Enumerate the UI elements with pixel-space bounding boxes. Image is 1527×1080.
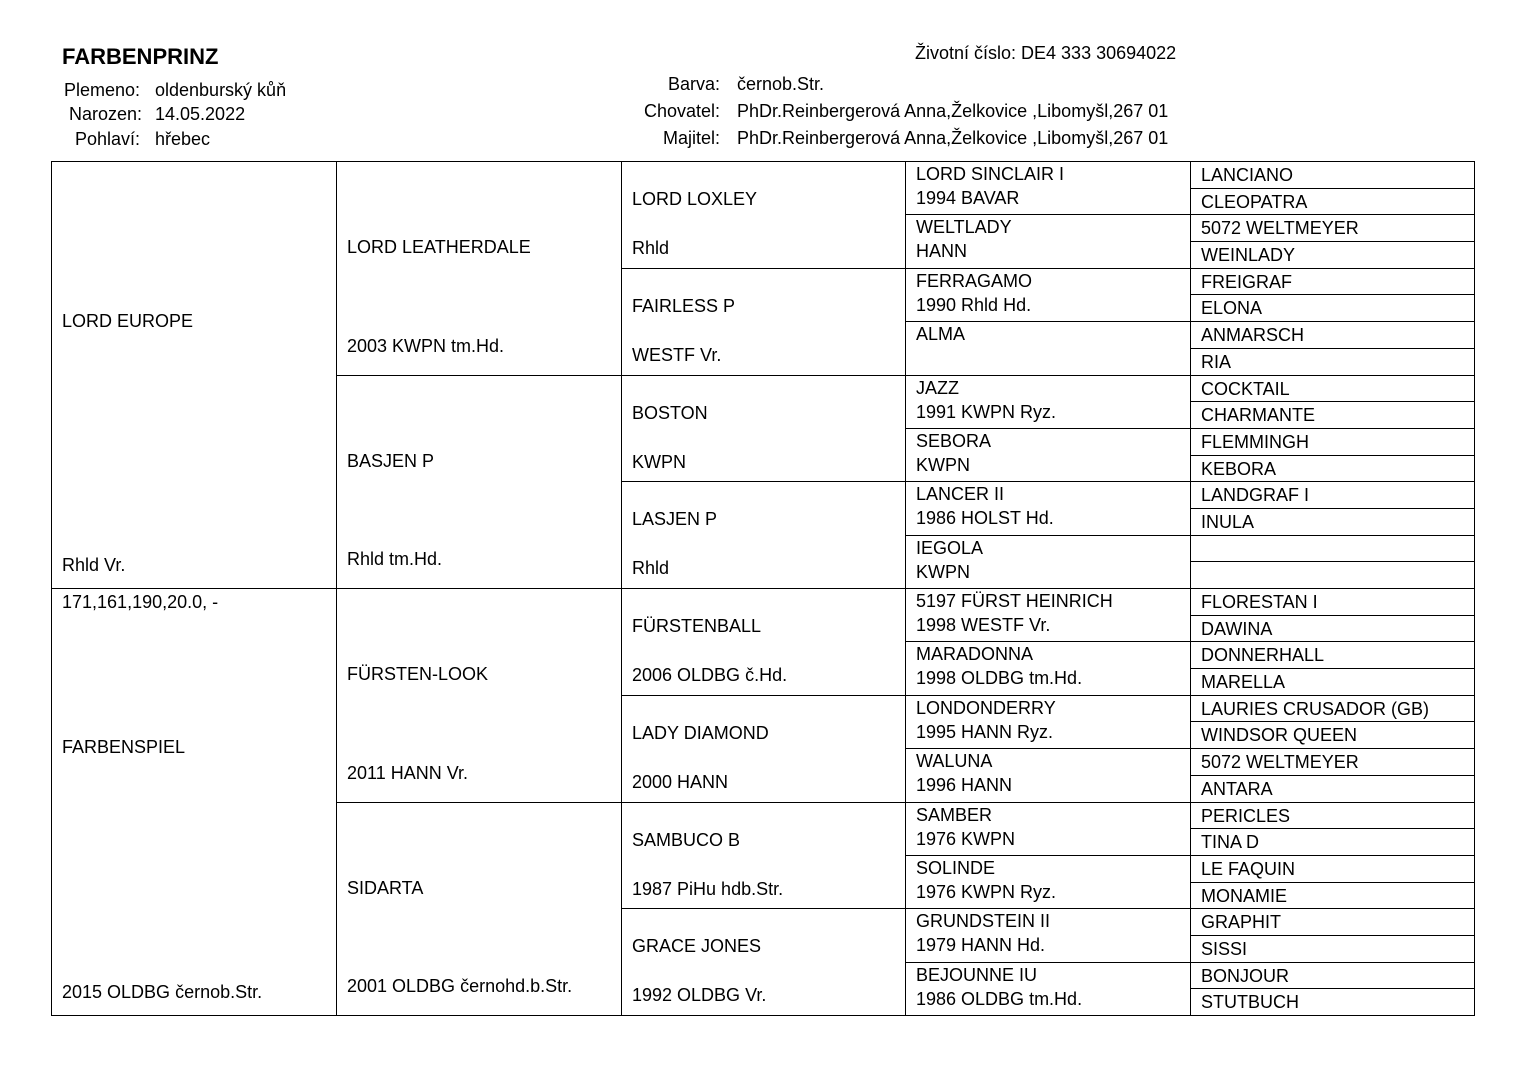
gen5-cell bbox=[1191, 536, 1475, 563]
gen4-cell bbox=[906, 909, 1191, 962]
gen2-info: 2011 HANN Vr. bbox=[347, 762, 469, 783]
gen4-name: LONDONDERRY bbox=[916, 697, 1056, 718]
color-label: Barva: bbox=[667, 74, 720, 94]
gen5-cell bbox=[1191, 349, 1475, 376]
gen3-name: SAMBUCO B bbox=[632, 829, 741, 850]
gen3-info: 1987 PiHu hdb.Str. bbox=[632, 878, 784, 899]
gen5-name: BONJOUR bbox=[1201, 965, 1290, 986]
gen5-name: STUTBUCH bbox=[1201, 992, 1299, 1013]
gen4-name: SEBORA bbox=[916, 430, 992, 451]
gen5-name: PERICLES bbox=[1201, 805, 1291, 826]
gen4-cell bbox=[906, 376, 1191, 429]
gen5-cell bbox=[1191, 589, 1475, 616]
gen2-cell bbox=[337, 162, 622, 376]
gen5-name: WEINLADY bbox=[1201, 245, 1296, 266]
gen3-cell bbox=[622, 909, 906, 1016]
gen5-cell bbox=[1191, 829, 1475, 856]
gen2-name: SIDARTA bbox=[347, 877, 424, 898]
gen1-info: Rhld Vr. bbox=[62, 555, 126, 575]
gen5-cell bbox=[1191, 856, 1475, 883]
sex-label: Pohlaví: bbox=[74, 129, 140, 149]
gen3-cell bbox=[622, 482, 906, 589]
gen5-cell bbox=[1191, 562, 1475, 589]
gen5-cell bbox=[1191, 749, 1475, 776]
gen3-name: FÜRSTENBALL bbox=[632, 616, 762, 636]
gen1-name: FARBENSPIEL bbox=[62, 737, 186, 757]
gen4-name: IEGOLA bbox=[916, 537, 984, 558]
gen4-cell bbox=[906, 322, 1191, 375]
gen5-cell bbox=[1191, 215, 1475, 242]
gen5-name: FREIGRAF bbox=[1201, 271, 1293, 292]
gen4-info: 1990 Rhld Hd. bbox=[916, 294, 1032, 315]
breed-value: oldenburský kůň bbox=[155, 80, 287, 100]
gen5-cell bbox=[1191, 456, 1475, 483]
gen5-name: 5072 WELTMEYER bbox=[1201, 752, 1359, 773]
gen5-name: ELONA bbox=[1201, 298, 1263, 319]
gen2-info: 2001 OLDBG černohd.b.Str. bbox=[347, 976, 573, 996]
gen4-name: WELTLADY bbox=[916, 217, 1012, 238]
gen5-name: MARELLA bbox=[1201, 672, 1286, 693]
gen2-name: LORD LEATHERDALE bbox=[347, 237, 531, 257]
gen3-info: Rhld bbox=[632, 238, 670, 258]
gen4-info: 1994 BAVAR bbox=[916, 188, 1020, 208]
gen1-cell bbox=[52, 589, 337, 1016]
owner-value: PhDr.Reinbergerová Anna,Želkovice ,Libomyšl,267 01 bbox=[737, 128, 1169, 148]
breeder-label: Chovatel: bbox=[643, 101, 720, 121]
breeder-value: PhDr.Reinbergerová Anna,Želkovice ,Libomyšl,267 01 bbox=[737, 101, 1169, 121]
gen5-cell bbox=[1191, 376, 1475, 403]
gen5-name: FLORESTAN I bbox=[1201, 592, 1318, 612]
gen4-info: 1995 HANN Ryz. bbox=[916, 721, 1054, 742]
gen3-info: KWPN bbox=[632, 451, 686, 472]
gen3-info: 1992 OLDBG Vr. bbox=[632, 985, 767, 1006]
gen5-name: DAWINA bbox=[1201, 618, 1273, 639]
gen3-name: GRACE JONES bbox=[632, 936, 762, 957]
gen4-name: WALUNA bbox=[916, 751, 993, 772]
gen4-info: 1986 HOLST Hd. bbox=[916, 508, 1054, 529]
gen5-cell bbox=[1191, 883, 1475, 910]
gen3-cell bbox=[622, 162, 906, 269]
gen5-cell bbox=[1191, 936, 1475, 963]
gen5-cell bbox=[1191, 696, 1475, 723]
gen4-info: 1976 KWPN Ryz. bbox=[916, 881, 1057, 902]
gen2-name: FÜRSTEN-LOOK bbox=[347, 664, 489, 684]
gen5-name: SISSI bbox=[1201, 938, 1248, 959]
gen3-info: WESTF Vr. bbox=[632, 344, 722, 365]
gen5-name: RIA bbox=[1201, 351, 1232, 372]
gen5-cell bbox=[1191, 722, 1475, 749]
gen5-cell bbox=[1191, 429, 1475, 456]
gen5-cell bbox=[1191, 402, 1475, 429]
birth-label: Narozen: bbox=[68, 104, 142, 124]
gen4-info: 1998 WESTF Vr. bbox=[916, 615, 1051, 635]
gen4-cell bbox=[906, 963, 1191, 1016]
gen4-cell bbox=[906, 162, 1191, 215]
gen5-cell bbox=[1191, 482, 1475, 509]
gen5-name: INULA bbox=[1201, 511, 1255, 532]
gen5-name: ANMARSCH bbox=[1201, 325, 1305, 346]
gen4-name: MARADONNA bbox=[916, 644, 1034, 665]
gen4-name: 5197 FÜRST HEINRICH bbox=[916, 591, 1113, 611]
gen4-name: BEJOUNNE IU bbox=[916, 964, 1038, 985]
breed-label: Plemeno: bbox=[63, 80, 140, 100]
gen4-cell bbox=[906, 269, 1191, 322]
gen3-info: 2000 HANN bbox=[632, 771, 729, 792]
gen5-name: GRAPHIT bbox=[1201, 912, 1282, 933]
horse-name: FARBENPRINZ bbox=[62, 44, 219, 69]
gen3-cell bbox=[622, 269, 906, 376]
gen5-name: COCKTAIL bbox=[1201, 378, 1290, 399]
gen4-name: LORD SINCLAIR I bbox=[916, 164, 1065, 184]
sex-value: hřebec bbox=[155, 129, 211, 149]
gen3-name: LASJEN P bbox=[632, 509, 718, 530]
gen3-cell bbox=[622, 696, 906, 803]
gen2-name: BASJEN P bbox=[347, 450, 435, 471]
gen4-cell bbox=[906, 536, 1191, 589]
gen3-info: Rhld bbox=[632, 558, 670, 579]
gen3-cell bbox=[622, 376, 906, 483]
gen4-cell bbox=[906, 856, 1191, 909]
gen5-name: FLEMMINGH bbox=[1201, 431, 1309, 452]
gen3-cell bbox=[622, 803, 906, 910]
gen4-cell bbox=[906, 696, 1191, 749]
gen4-cell bbox=[906, 482, 1191, 535]
gen5-name: MONAMIE bbox=[1201, 885, 1288, 906]
gen5-cell bbox=[1191, 909, 1475, 936]
gen4-info: KWPN bbox=[916, 561, 970, 582]
gen2-cell bbox=[337, 376, 622, 590]
gen3-name: BOSTON bbox=[632, 402, 708, 423]
gen4-info: 1996 HANN bbox=[916, 775, 1013, 796]
gen4-name: ALMA bbox=[916, 324, 966, 345]
pedigree-table bbox=[51, 161, 1475, 1016]
gen4-cell bbox=[906, 589, 1191, 642]
gen5-name: LANCIANO bbox=[1201, 165, 1294, 185]
gen5-cell bbox=[1191, 616, 1475, 643]
gen4-cell bbox=[906, 429, 1191, 482]
gen5-cell bbox=[1191, 642, 1475, 669]
gen5-cell bbox=[1191, 989, 1475, 1016]
gen4-info: HANN bbox=[916, 241, 968, 262]
gen4-cell bbox=[906, 215, 1191, 268]
gen5-cell bbox=[1191, 509, 1475, 536]
gen4-info: 1976 KWPN bbox=[916, 828, 1016, 849]
gen2-cell bbox=[337, 803, 622, 1017]
gen3-cell bbox=[622, 589, 906, 696]
gen4-info: KWPN bbox=[916, 454, 970, 475]
gen5-name: DONNERHALL bbox=[1201, 645, 1325, 666]
gen4-cell bbox=[906, 749, 1191, 802]
gen1-measurements: 171,161,190,20.0, - bbox=[62, 592, 219, 612]
gen5-name: ANTARA bbox=[1201, 778, 1273, 799]
owner-label: Majitel: bbox=[662, 128, 720, 148]
gen4-name: GRUNDSTEIN II bbox=[916, 911, 1051, 932]
gen4-name: LANCER II bbox=[916, 484, 1005, 505]
gen5-name: LAURIES CRUSADOR (GB) bbox=[1201, 698, 1430, 719]
gen5-cell bbox=[1191, 963, 1475, 990]
gen4-info: 1998 OLDBG tm.Hd. bbox=[916, 668, 1083, 689]
gen4-info: 1979 HANN Hd. bbox=[916, 935, 1046, 956]
gen5-cell bbox=[1191, 322, 1475, 349]
gen4-cell bbox=[906, 642, 1191, 695]
gen5-name: LE FAQUIN bbox=[1201, 858, 1296, 879]
gen3-name: LORD LOXLEY bbox=[632, 189, 758, 209]
gen1-cell bbox=[52, 162, 337, 589]
gen3-info: 2006 OLDBG č.Hd. bbox=[632, 665, 788, 685]
life-number: Životní číslo: DE4 333 30694022 bbox=[915, 43, 1177, 63]
gen4-info: 1986 OLDBG tm.Hd. bbox=[916, 988, 1083, 1009]
color-value: černob.Str. bbox=[737, 74, 825, 94]
gen5-cell bbox=[1191, 295, 1475, 322]
gen3-name: LADY DIAMOND bbox=[632, 722, 769, 743]
gen5-cell bbox=[1191, 189, 1475, 216]
gen4-name: SAMBER bbox=[916, 804, 993, 825]
gen2-info: 2003 KWPN tm.Hd. bbox=[347, 335, 505, 356]
gen5-name: KEBORA bbox=[1201, 458, 1277, 479]
gen3-name: FAIRLESS P bbox=[632, 295, 736, 316]
gen1-info: 2015 OLDBG černob.Str. bbox=[62, 982, 263, 1002]
gen2-info: Rhld tm.Hd. bbox=[347, 549, 443, 569]
gen5-cell bbox=[1191, 776, 1475, 803]
gen4-cell bbox=[906, 803, 1191, 856]
gen4-info: 1991 KWPN Ryz. bbox=[916, 401, 1057, 422]
gen5-cell bbox=[1191, 242, 1475, 269]
gen2-cell bbox=[337, 589, 622, 803]
gen5-name: LANDGRAF I bbox=[1201, 485, 1310, 506]
gen5-name: 5072 WELTMEYER bbox=[1201, 218, 1359, 239]
gen1-name: LORD EUROPE bbox=[62, 311, 194, 331]
gen5-cell bbox=[1191, 269, 1475, 296]
gen5-name: CLEOPATRA bbox=[1201, 191, 1308, 212]
gen4-name: FERRAGAMO bbox=[916, 270, 1033, 291]
gen5-name: CHARMANTE bbox=[1201, 405, 1316, 426]
gen5-cell bbox=[1191, 669, 1475, 696]
gen5-name: WINDSOR QUEEN bbox=[1201, 725, 1358, 746]
gen5-cell bbox=[1191, 803, 1475, 830]
gen5-cell bbox=[1191, 162, 1475, 189]
gen4-name: SOLINDE bbox=[916, 857, 996, 878]
birth-value: 14.05.2022 bbox=[155, 104, 246, 124]
gen4-name: JAZZ bbox=[916, 377, 959, 398]
gen5-name: TINA D bbox=[1201, 832, 1260, 853]
